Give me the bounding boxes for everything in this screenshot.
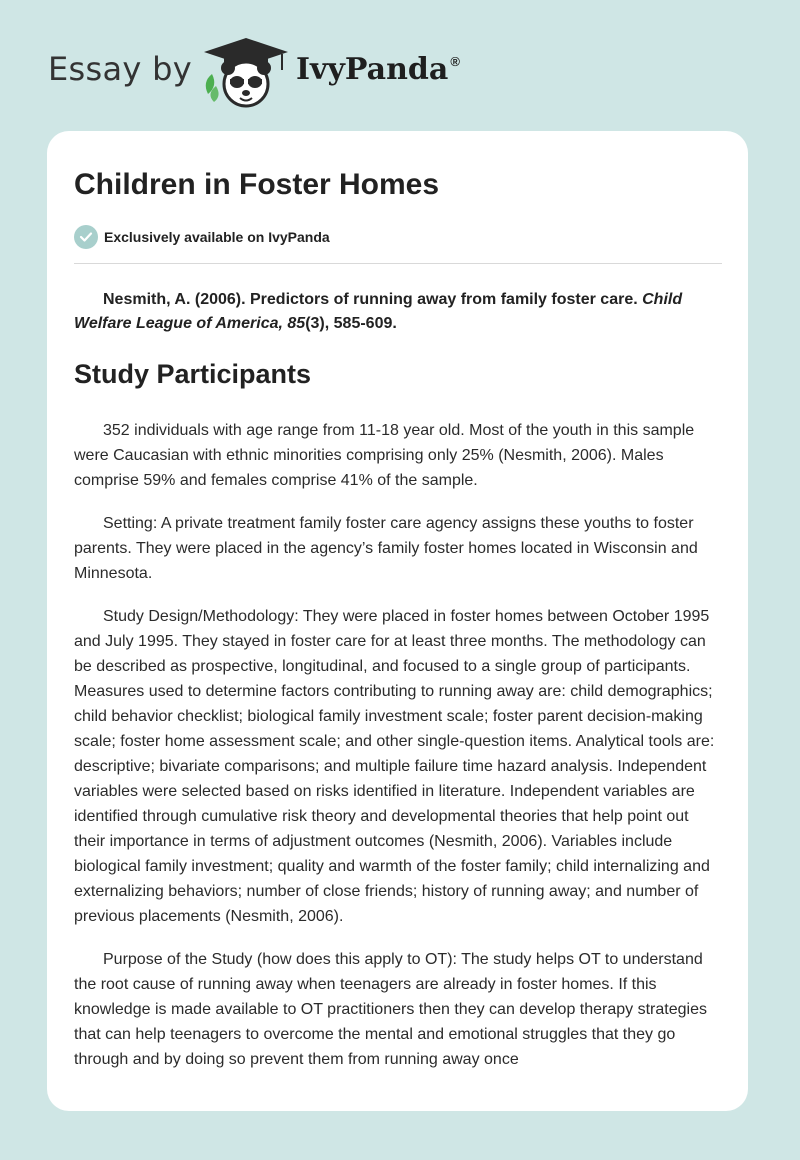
citation-lead: Nesmith, A. (2006). Predictors of running away from family foster care. [103, 291, 643, 308]
site-header [0, 0, 800, 130]
section-heading: Study Participants [74, 359, 312, 389]
paragraph: Study Design/Methodology: They were placed in foster homes between October 1995 and July 1995. They stayed in foster care for at least three months. The methodology can be described as prospective, longitudinal, and focused to a single group of participants. Measures used to determine factors contributing to running away are: child demographics; child behavior checklist; biological family investment scale; foster parent decision-making scale; foster home assessment scale; and other single-question items. Analytical tools are: descriptive; bivariate comparisons; and multiple failure time hazard analysis. Independent variables were selected based on risks identified in literature. Independent variables are identified through cumulative risk theory and developmental theories that help point out their importance in terms of adjustment outcomes (Nesmith, 2006). Variables include biological family investment; quality and warmth of the foster family; child internalizing and externalizing behaviors; number of close friends; history of running away; and number of previous placements (Nesmith, 2006). [74, 608, 715, 925]
paragraph: 352 individuals with age range from 11-18 year old. Most of the youth in this sample were Caucasian with ethnic minorities comprising only 25% (Nesmith, 2006). Males comprise 59% and females comprise 41% of the sample. [74, 422, 695, 489]
essay-by-label: Essay by [48, 50, 192, 88]
paragraph: Purpose of the Study (how does this apply to OT): The study helps OT to understand the root cause of running away when teenagers are already in foster homes. If this knowledge is made available to OT practitioners then they can develop therapy strategies that can help teenagers to overcome the mental and emotional struggles that they go through and by doing so prevent them from running away once [74, 951, 707, 1068]
brand-text: IvyPanda [296, 52, 449, 87]
paragraph: Setting: A private treatment family foster care agency assigns these youths to foster parents. They were placed in the agency’s family foster homes located in Wisconsin and Minnesota. [74, 515, 698, 582]
panda-graduate-logo-icon [200, 36, 292, 108]
exclusive-badge [74, 223, 721, 251]
brand-name[interactable] [296, 52, 460, 87]
page-title: Children in Foster Homes [74, 168, 440, 201]
divider [74, 263, 722, 264]
citation-tail: (3), 585-609. [305, 315, 397, 332]
citation-journal: Child Welfare League of America, 85 [74, 291, 683, 332]
registered-mark: ® [450, 54, 460, 69]
check-icon [74, 225, 98, 249]
exclusive-badge-text: Exclusively available on IvyPanda [104, 229, 330, 245]
essay-card [47, 131, 748, 1111]
citation [74, 288, 721, 336]
